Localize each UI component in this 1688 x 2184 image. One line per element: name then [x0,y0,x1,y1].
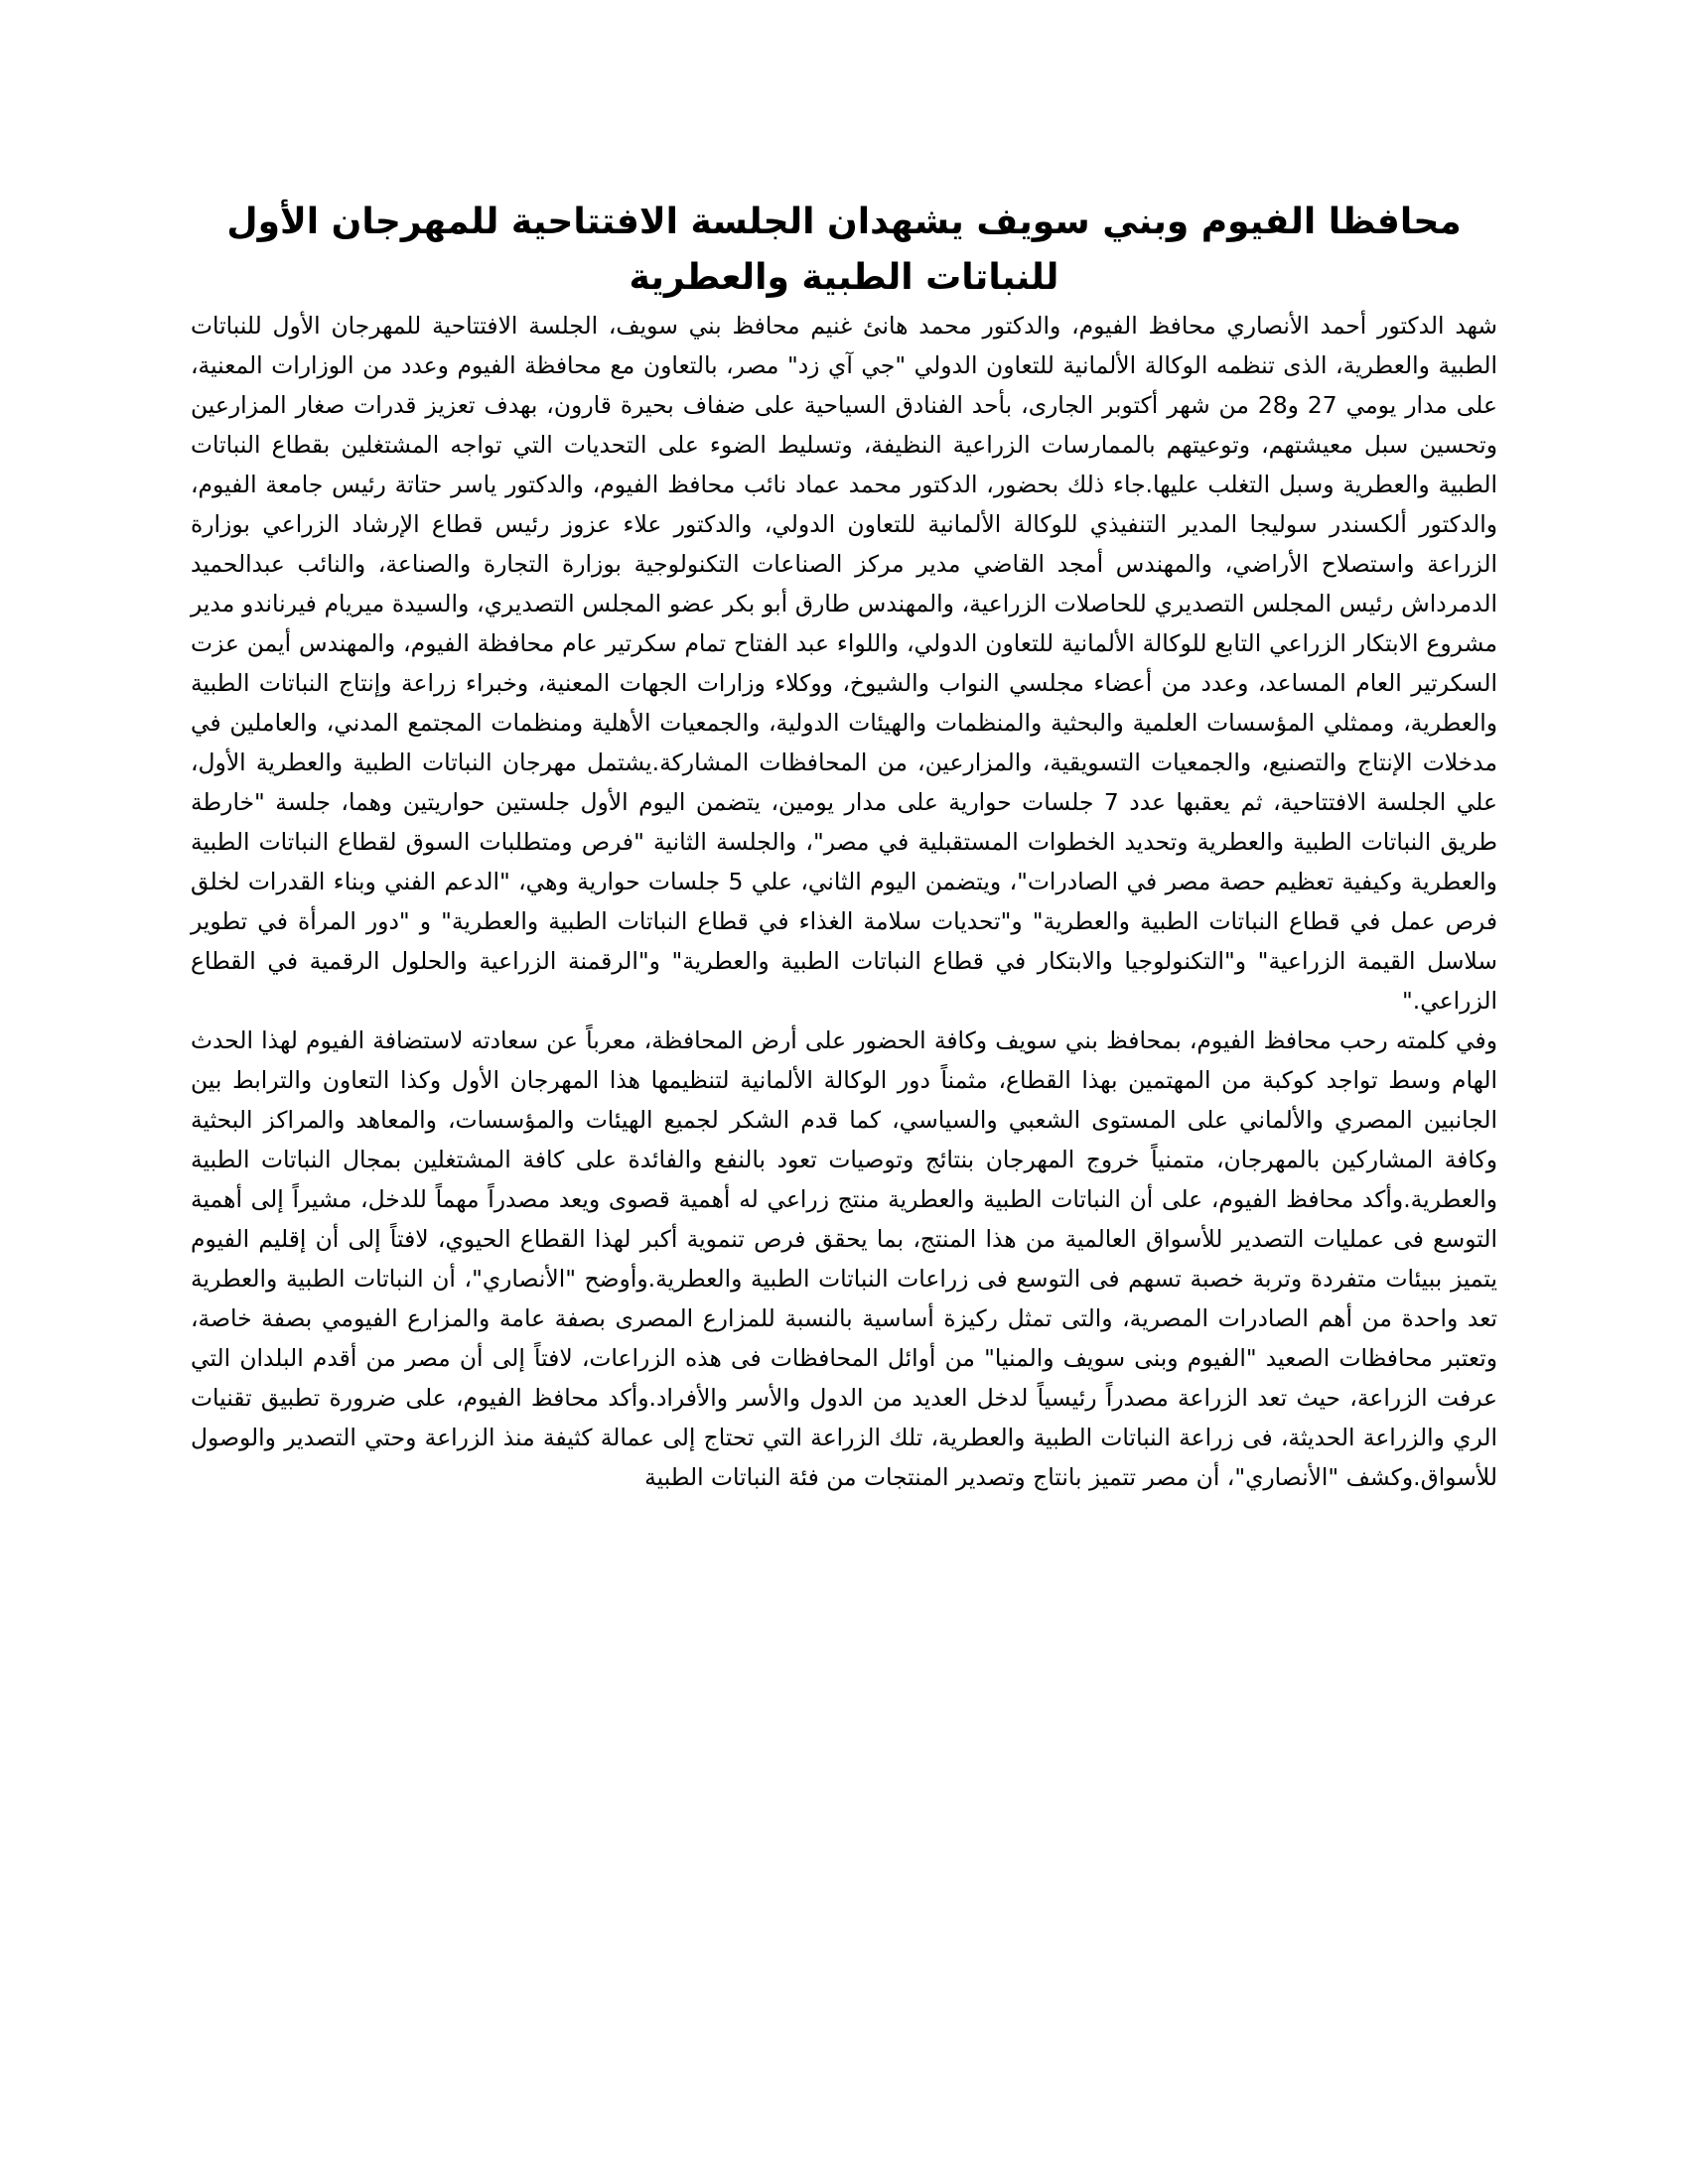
news-article [191,195,1497,1497]
article-paragraph-2: وفي كلمته رحب محافظ الفيوم، بمحافظ بني سويف وكافة الحضور على أرض المحافظة، معرباً عن سعادته لاستضافة الفيوم لهذا الحدث الهام وسط تواجد كوكبة من المهتمين بهذا القطاع، مثمناً دور الوكالة الألمانية لتنظيمها هذا المهرجان الأول وكذا التعاون والترابط بين الجانبين المصري والألماني على المستوى الشعبي والسياسي، كما قدم الشكر لجميع الهيئات والمؤسسات، والمعاهد والمراكز البحثية وكافة المشاركين بالمهرجان، متمنياً خروج المهرجان بنتائج وتوصيات تعود بالنفع والفائدة على كافة المشتغلين بمجال النباتات الطبية والعطرية.وأكد محافظ الفيوم، على أن النباتات الطبية والعطرية منتج زراعي له أهمية قصوى ويعد مصدراً مهماً للدخل، مشيراً إلى أهمية التوسع فى عمليات التصدير للأسواق العالمية من هذا المنتج، بما يحقق فرص تنموية أكبر لهذا القطاع الحيوي، لافتاً إلى أن إقليم الفيوم يتميز ببيئات متفردة وتربة خصبة تسهم فى التوسع فى زراعات النباتات الطبية والعطرية.وأوضح "الأنصاري"، أن النباتات الطبية والعطرية تعد واحدة من أهم الصادرات المصرية، والتى تمثل ركيزة أساسية بالنسبة للمزارع المصرى بصفة عامة والمزارع الفيومي بصفة خاصة، وتعتبر محافظات الصعيد "الفيوم وبنى سويف والمنيا" من أوائل المحافظات فى هذه الزراعات، لافتاً إلى أن مصر من أقدم البلدان التي عرفت الزراعة، حيث تعد الزراعة مصدراً رئيسياً لدخل العديد من الدول والأسر والأفراد.وأكد محافظ الفيوم، على ضرورة تطبيق تقنيات الري والزراعة الحديثة، فى زراعة النباتات الطبية والعطرية، تلك الزراعة التي تحتاج إلى عمالة كثيفة منذ الزراعة وحتي التصدير والوصول للأسواق.وكشف "الأنصاري"، أن مصر تتميز بانتاج وتصدير المنتجات من فئة النباتات الطبية [191,1026,1497,1491]
article-paragraph-1: شهد الدكتور أحمد الأنصاري محافظ الفيوم، والدكتور محمد هانئ غنيم محافظ بني سويف، الجلسة الافتتاحية للمهرجان الأول للنباتات الطبية والعطرية، الذى تنظمه الوكالة الألمانية للتعاون الدولي "جي آي زد" مصر، بالتعاون مع محافظة الفيوم وعدد من الوزارات المعنية، على مدار يومي 27 و28 من شهر أكتوبر الجارى، بأحد الفنادق السياحية على ضفاف بحيرة قارون، بهدف تعزيز قدرات صغار المزارعين وتحسين سبل معيشتهم، وتوعيتهم بالممارسات الزراعية النظيفة، وتسليط الضوء على التحديات التي تواجه المشتغلين بقطاع النباتات الطبية والعطرية وسبل التغلب عليها.جاء ذلك بحضور، الدكتور محمد عماد نائب محافظ الفيوم، والدكتور ياسر حتاتة رئيس جامعة الفيوم، والدكتور ألكسندر سوليجا المدير التنفيذي للوكالة الألمانية للتعاون الدولي، والدكتور علاء عزوز رئيس قطاع الإرشاد الزراعي بوزارة الزراعة واستصلاح الأراضي، والمهندس أمجد القاضي مدير مركز الصناعات التكنولوجية بوزارة التجارة والصناعة، والنائب عبدالحميد الدمرداش رئيس المجلس التصديري للحاصلات الزراعية، والمهندس طارق أبو بكر عضو المجلس التصديري، والسيدة ميريام فيرناندو مدير مشروع الابتكار الزراعي التابع للوكالة الألمانية للتعاون الدولي، واللواء عبد الفتاح تمام سكرتير عام محافظة الفيوم، والمهندس أيمن عزت السكرتير العام المساعد، وعدد من أعضاء مجلسي النواب والشيوخ، ووكلاء وزارات الجهات المعنية، وخبراء زراعة وإنتاج النباتات الطبية والعطرية، وممثلي المؤسسات العلمية والبحثية والمنظمات والهيئات الدولية، والجمعيات الأهلية ومنظمات المجتمع المدني، والعاملين في مدخلات الإنتاج والتصنيع، والجمعيات التسويقية، والمزارعين، من المحافظات المشاركة.يشتمل مهرجان النباتات الطبية والعطرية الأول، علي الجلسة الافتتاحية، ثم يعقبها عدد 7 جلسات حوارية على مدار يومين، يتضمن اليوم الأول جلستين حواريتين وهما، جلسة "خارطة طريق النباتات الطبية والعطرية وتحديد الخطوات المستقبلية في مصر"، والجلسة الثانية "فرص ومتطلبات السوق لقطاع النباتات الطبية والعطرية وكيفية تعظيم حصة مصر في الصادرات"، ويتضمن اليوم الثاني، علي 5 جلسات حوارية وهي، "الدعم الفني وبناء القدرات لخلق فرص عمل في قطاع النباتات الطبية والعطرية" و"تحديات سلامة الغذاء في قطاع النباتات الطبية والعطرية" و "دور المرأة في تطوير سلاسل القيمة الزراعية" و"التكنولوجيا والابتكار في قطاع النباتات الطبية والعطرية" و"الرقمنة الزراعية والحلول الرقمية في القطاع الزراعي." [191,312,1498,1015]
article-title: محافظا الفيوم وبني سويف يشهدان الجلسة الافتتاحية للمهرجان الأول للنباتات الطبية والعطرية [226,202,1462,298]
article-body [191,306,1497,1497]
